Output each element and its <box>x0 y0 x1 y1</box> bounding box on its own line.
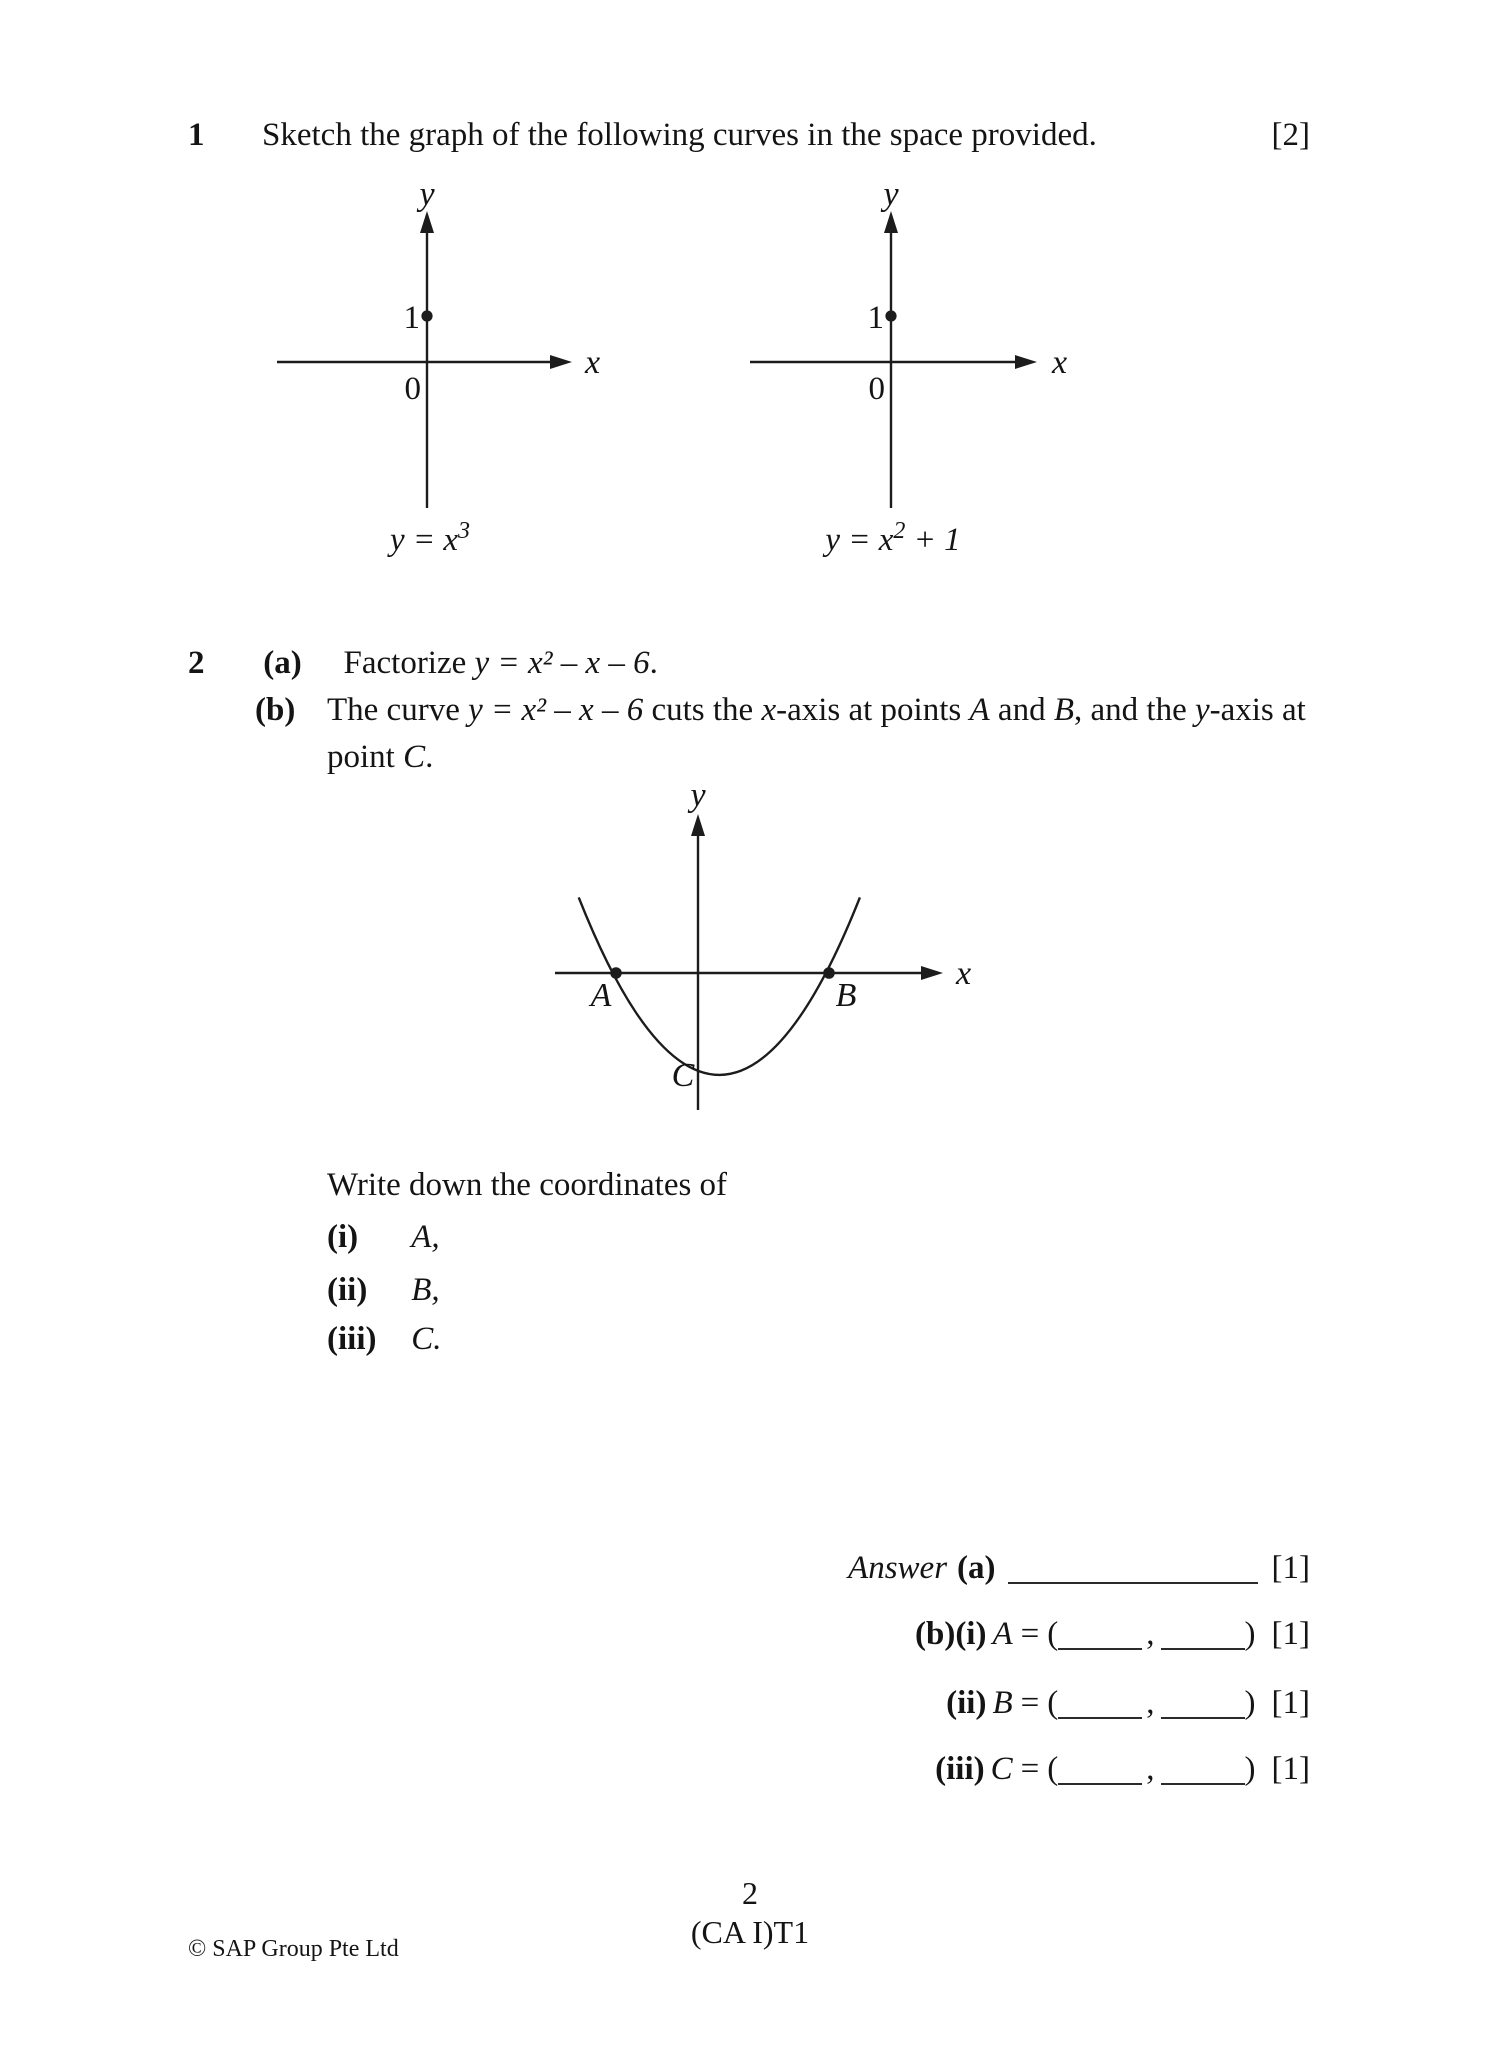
write-down-item-iii <box>327 1323 442 1356</box>
answer-biii-blank-y <box>1161 1755 1245 1785</box>
write-down-item-i <box>327 1221 440 1254</box>
q2a-text-pre: Factorize <box>343 645 475 681</box>
p-x-axis-label: x <box>956 955 972 992</box>
question-1-row <box>188 119 1310 152</box>
answer-bi-label: (b)(i) <box>914 1616 987 1653</box>
q2b-seg-6: and <box>989 692 1054 728</box>
answer-a-marks: [1] <box>1271 1550 1310 1587</box>
q2b-seg-0: The curve <box>327 692 469 728</box>
answer-bi-blank-x <box>1058 1620 1142 1650</box>
q2b-seg-4: -axis at points <box>776 692 970 728</box>
axes-diagram-2 <box>700 175 1100 570</box>
question-1-marks: [2] <box>1271 117 1310 153</box>
answer-row-a <box>848 1548 1310 1585</box>
d1-x-axis-arrowhead-icon <box>550 355 572 369</box>
q2b-line2-seg-1: C <box>403 739 426 775</box>
q2b-seg-7: B <box>1053 692 1074 728</box>
answer-row-b-ii <box>946 1683 1310 1720</box>
question-2-number: 2 <box>188 645 205 681</box>
answer-biii-equals: = <box>1020 1751 1040 1788</box>
q2b-seg-2: cuts the <box>643 692 762 728</box>
item-iii-text: C. <box>411 1321 442 1357</box>
answer-bii-marks: [1] <box>1271 1685 1310 1722</box>
answer-biii-comma: , <box>1146 1751 1155 1788</box>
answer-bii-open-paren: ( <box>1047 1685 1059 1722</box>
question-1-text: Sketch the graph of the following curves in the space provided. <box>262 117 1097 153</box>
answer-biii-marks: [1] <box>1271 1751 1310 1788</box>
d1-caption <box>387 518 470 558</box>
answer-bi-comma: , <box>1146 1616 1155 1653</box>
item-i-label: (i) <box>327 1219 359 1255</box>
point-C-label: C <box>671 1057 695 1094</box>
answer-bi-close-paren: ) <box>1244 1616 1256 1653</box>
answer-bi-equals: = <box>1020 1616 1040 1653</box>
p-y-axis-label: y <box>690 788 706 814</box>
point-B-label: B <box>835 977 857 1014</box>
d1-origin-label: 0 <box>404 371 421 407</box>
point-A-dot <box>610 967 622 979</box>
answer-row-b-i <box>915 1614 1310 1651</box>
item-iii-label: (iii) <box>327 1321 377 1357</box>
d2-caption-rest: + 1 <box>905 522 961 558</box>
d1-point-one-dot <box>421 310 432 321</box>
d1-y-axis-label: y <box>419 176 435 213</box>
d2-caption-base: y = x <box>825 522 894 558</box>
answer-bii-equals: = <box>1020 1685 1040 1722</box>
q2b-seg-1: y = x² – x – 6 <box>468 692 644 728</box>
answer-bii-label: (ii) <box>946 1685 987 1722</box>
d1-tick-one: 1 <box>403 300 420 336</box>
q2b-seg-3: x <box>761 692 777 728</box>
item-i-text: A, <box>411 1219 440 1255</box>
answer-bi-var: A <box>992 1616 1013 1653</box>
answer-biii-var: C <box>990 1751 1013 1788</box>
q2b-seg-5: A <box>969 692 990 728</box>
question-2b-row <box>255 694 1306 727</box>
question-1-number: 1 <box>188 117 205 153</box>
answer-bi-open-paren: ( <box>1047 1616 1059 1653</box>
d2-caption-sup: 2 <box>893 518 906 544</box>
q2b-seg-10: -axis at <box>1209 692 1306 728</box>
p-x-axis-arrowhead-icon <box>921 966 943 980</box>
d2-y-axis-label: y <box>883 176 899 213</box>
p-y-axis-arrowhead-icon <box>691 814 705 836</box>
point-B-dot <box>823 967 835 979</box>
d2-x-axis-label: x <box>1052 344 1068 381</box>
q2a-math: y = x² – x – 6 <box>474 645 650 681</box>
answer-row-b-iii <box>935 1749 1310 1786</box>
answer-biii-close-paren: ) <box>1244 1751 1256 1788</box>
d2-point-one-dot <box>885 310 896 321</box>
paper-code: (CA I)T1 <box>690 1914 810 1950</box>
answer-word: Answer <box>848 1550 948 1587</box>
parabola-diagram <box>540 788 1000 1118</box>
copyright-notice: © SAP Group Pte Ltd <box>188 1936 399 1962</box>
write-down-item-ii <box>327 1274 440 1307</box>
q2b-seg-9: y <box>1194 692 1210 728</box>
answer-biii-blank-x <box>1058 1755 1142 1785</box>
answer-biii-open-paren: ( <box>1047 1751 1059 1788</box>
d2-tick-one: 1 <box>867 300 884 336</box>
question-2a-row <box>188 647 658 680</box>
answer-a-label: (a) <box>957 1550 996 1587</box>
answer-bii-comma: , <box>1146 1685 1155 1722</box>
page-number: 2 <box>742 1875 758 1911</box>
question-2b-line2 <box>327 741 433 774</box>
answer-a-blank <box>1008 1554 1258 1584</box>
d1-caption-sup: 3 <box>458 518 471 544</box>
answer-bi-marks: [1] <box>1271 1616 1310 1653</box>
answer-bii-blank-x <box>1058 1689 1142 1719</box>
q2a-text-post: . <box>649 645 658 681</box>
d2-x-axis-arrowhead-icon <box>1015 355 1037 369</box>
q2b-line2-seg-0: point <box>327 739 404 775</box>
d2-caption <box>822 518 960 558</box>
q2b-label: (b) <box>255 692 296 728</box>
d1-x-axis-label: x <box>585 344 601 381</box>
item-ii-text: B, <box>411 1272 440 1308</box>
parabola-curve <box>579 897 860 1075</box>
write-down-intro: Write down the coordinates of <box>327 1167 728 1203</box>
q2a-label: (a) <box>263 645 302 681</box>
answer-bii-var: B <box>992 1685 1013 1722</box>
d2-y-axis-arrowhead-icon <box>884 211 898 233</box>
d2-origin-label: 0 <box>868 371 885 407</box>
point-A-label: A <box>590 977 612 1014</box>
item-ii-label: (ii) <box>327 1272 368 1308</box>
d1-y-axis-arrowhead-icon <box>420 211 434 233</box>
answer-bii-close-paren: ) <box>1244 1685 1256 1722</box>
q2b-line2-seg-2: . <box>425 739 434 775</box>
axes-diagram-1 <box>250 175 650 570</box>
d1-caption-base: y = x <box>389 522 459 558</box>
answer-biii-label: (iii) <box>935 1751 985 1788</box>
answer-bi-blank-y <box>1161 1620 1245 1650</box>
answer-bii-blank-y <box>1161 1689 1245 1719</box>
q2b-seg-8: , and the <box>1074 692 1195 728</box>
